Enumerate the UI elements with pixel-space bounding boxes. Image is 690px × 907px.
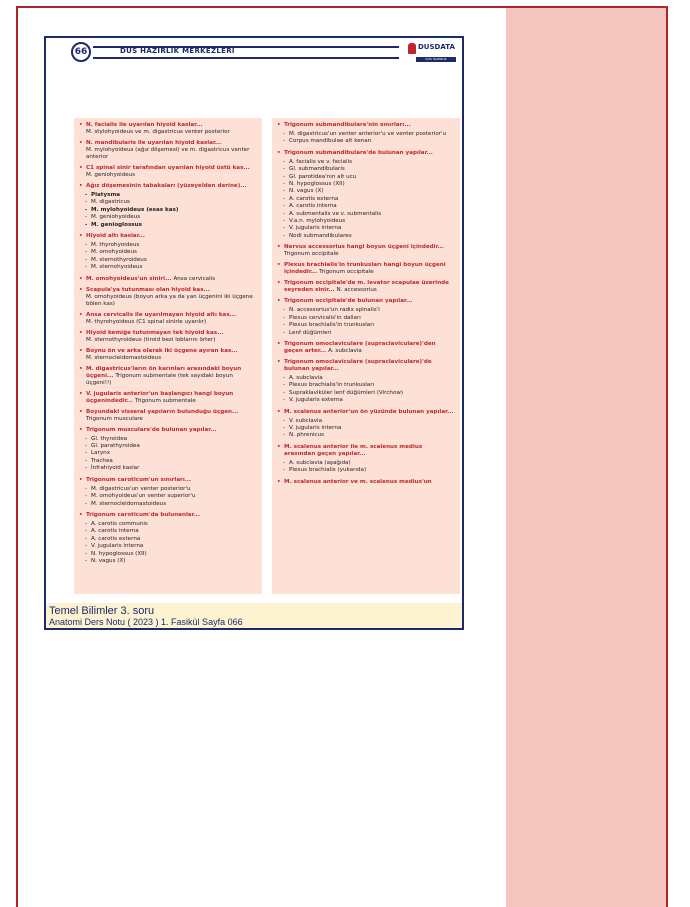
note-answer: M. omohyoideus (boyun arka ya da yan üçgenini iki üçgene bölen kas) (86, 293, 253, 307)
note-answer: M. sternothyroideus (tiroid bezi loblarını örter) (86, 336, 216, 343)
note-list-item: - N. accessorius'un radix spinalis'i (277, 307, 455, 314)
note-item (79, 165, 257, 179)
note-list-item: - N. hypoglossus (XII) (277, 181, 455, 188)
tooth-icon (408, 43, 416, 54)
note-question-text: M. scalenus anterior ve m. scalenus medius'un (284, 478, 432, 485)
note-question (277, 280, 455, 294)
note-list-item: - A. carotis interna (79, 528, 257, 535)
note-question-text: Trigonum caroticum'un sınırları... (86, 476, 192, 483)
note-question-text: M. omohyoideus'un siniri... (86, 275, 172, 282)
note-item (79, 183, 257, 229)
note-list-item: - M. geniohyoideus (79, 214, 257, 221)
caption-question: Temel Bilimler 3. soru (49, 605, 155, 617)
note-list-item: - M. omohyoideus (79, 249, 257, 256)
note-question-text: Plexus brachialis'in trunkusları hangi boyun üçgeni içindedir... (284, 262, 446, 276)
note-answer: M. stylohyoideus ve m. digastricus venter posterior (86, 129, 230, 135)
note-item (277, 150, 455, 240)
note-list-item: - N. vagus (X) (277, 188, 455, 195)
note-question-text: C1 spinal sinir tarafından uyarılan hiyoid üstü kas... (86, 165, 250, 171)
note-answer: Trigonum occipitale (284, 251, 339, 258)
note-inline-answer: Trigonum submentale (135, 397, 196, 404)
note-question (277, 298, 455, 305)
note-list-item: - V.a.n. mylohyoideus (277, 218, 455, 225)
note-question (79, 312, 257, 319)
right-column (272, 118, 460, 594)
note-question (79, 427, 257, 434)
note-question (277, 359, 455, 373)
note-question (277, 409, 455, 416)
note-list-item: - A. carotis externa (277, 196, 455, 203)
note-answer: M. sternocleidomastoideus (86, 354, 162, 361)
note-inline-answer: N. accessorius (336, 287, 377, 294)
note-list-item: - V. jugularis interna (79, 543, 257, 550)
note-inline-answer: Ansa cervicalis (173, 275, 216, 282)
note-item (79, 233, 257, 272)
note-list-item: - A. facialis ve v. facialis (277, 159, 455, 166)
note-question (79, 233, 257, 240)
note-question (79, 183, 257, 190)
note-item (79, 330, 257, 344)
note-list-item: - M. sternocleidomastoideus (79, 501, 257, 508)
note-item (79, 512, 257, 565)
caption-source: Anatomi Ders Notu ( 2023 ) 1. Fasikül Sayfa 066 (49, 617, 243, 627)
note-item (79, 287, 257, 308)
note-question-text: M. scalenus anterior'un ön yüzünde bulunan yapılar... (284, 408, 454, 415)
note-list-item: - M. sternothyroideus (79, 257, 257, 264)
note-list-item: - İnfrahiyoid kaslar (79, 465, 257, 472)
note-item (277, 479, 455, 486)
note-list-item: - N. vagus (X) (79, 558, 257, 565)
note-question (277, 479, 455, 486)
note-question (79, 276, 257, 283)
note-item (79, 312, 257, 326)
note-question-text: Hiyoid altı kaslar... (86, 233, 146, 240)
note-answer: Trigonum musculare (86, 415, 143, 422)
note-item (79, 409, 257, 423)
note-question-text: Ansa cervicalis ile uyarılmayan hiyoid altı kas... (86, 311, 237, 318)
note-item (277, 298, 455, 337)
note-question (277, 262, 455, 276)
note-question-text: Hiyoid kemiğe tutunmayan tek hiyoid kas... (86, 329, 224, 336)
caption-box (46, 603, 462, 628)
note-item (79, 427, 257, 473)
note-answer: M. thyrohyoideus (C1 spinal sinirle uyarılır) (86, 318, 207, 325)
note-question-text: Trigonum submandibulare'nin sınırları... (284, 122, 411, 128)
note-question-text: M. digastricus'ların ön karınları arasındaki boyun üçgeni... (86, 365, 242, 379)
note-item (79, 140, 257, 161)
note-list-item: - Supraklaviküler lenf düğümleri (Virchow) (277, 390, 455, 397)
note-item (79, 276, 257, 283)
note-list-item: - Gl. submandibularis (277, 166, 455, 173)
note-item (277, 244, 455, 258)
note-question (277, 122, 455, 129)
note-question-text: Trigonum submandibulare'de bulunan yapılar... (284, 149, 433, 156)
note-item (79, 391, 257, 405)
note-question-text: Trigonum caroticum'da bulunanlar... (86, 511, 200, 518)
note-list-item: - A. carotis interna (277, 203, 455, 210)
side-panel (506, 8, 666, 907)
document-page (44, 36, 464, 630)
note-question-text: Trigonum omoclaviculare (supraclaviculare)'den geçen arter... (284, 340, 436, 354)
note-item (277, 409, 455, 440)
note-list-item: - M. genioglossus (79, 222, 257, 229)
note-list-item: - A. subclavia (277, 375, 455, 382)
dusdata-logo (408, 41, 456, 65)
logo-subtext: DUS HAZIRLIK MERKEZLERİ (425, 57, 447, 66)
note-list-item: - V. jugularis externa (277, 397, 455, 404)
note-list-item: - A. subclavia (aşağıda) (277, 460, 455, 467)
note-list-item: - M. digastricus'un venter posterior'u (79, 486, 257, 493)
note-question (79, 330, 257, 337)
note-list-item: - Gl. parathyroidea (79, 443, 257, 450)
note-list-item: - M. digastricus'un venter anterior'u ve venter posterior'u (277, 131, 455, 138)
note-question (277, 444, 455, 458)
note-question (79, 512, 257, 519)
note-item (79, 122, 257, 136)
note-item (277, 359, 455, 405)
note-list-item: - Gl. thyroidea (79, 436, 257, 443)
note-list-item: - Gl. parotidea'nın alt ucu (277, 174, 455, 181)
note-question-text: Scapula'ya tutunması olan hiyoid kas... (86, 286, 210, 293)
note-item (277, 262, 455, 276)
logo-subtext-band (416, 57, 456, 66)
note-question-text: M. scalenus anterior ile m. scalenus medius arasından geçen yapılar... (284, 443, 423, 457)
note-question-text: Trigonum musculare'de bulunan yapılar... (86, 426, 217, 433)
note-list-item: - Plexus brachialis'in trunkusları (277, 322, 455, 329)
note-item (277, 341, 455, 355)
note-list-item: - Plexus brachialis'in trunkusları (277, 382, 455, 389)
note-list-item: - V. subclavia (277, 418, 455, 425)
note-question (79, 165, 257, 172)
note-item (79, 366, 257, 387)
note-item (79, 348, 257, 362)
note-question (277, 244, 455, 251)
note-list-item: - V. jugularis interna (277, 425, 455, 432)
note-list-item: - Plexus cervicalis'in dalları (277, 315, 455, 322)
note-question-text: N. mandibularis ile uyarılan hiyoid kaslar... (86, 140, 222, 146)
note-list-item: - Trachea (79, 458, 257, 465)
note-question-text: Trigonum omoclaviculare (supraclaviculare)'de bulunan yapılar... (284, 358, 432, 372)
note-question (79, 140, 257, 147)
note-question (79, 366, 257, 387)
note-list-item: - Lenf düğümleri (277, 330, 455, 337)
note-list-item: - V. jugularis interna (277, 225, 455, 232)
note-question (79, 409, 257, 416)
note-list-item: - N. hypoglossus (XII) (79, 551, 257, 558)
note-list-item: - A. submentalis ve v. submentalis (277, 211, 455, 218)
note-answer: M. geniohyoideus (86, 172, 136, 178)
note-list-item: - N. phrenicus (277, 432, 455, 439)
note-list-item: - Corpus mandibulae alt kenarı (277, 138, 455, 145)
note-inline-answer: Trigonum submentale (tek sayıdaki boyun üçgeni!!) (86, 372, 233, 386)
note-item (277, 122, 455, 146)
note-question-text: N. facialis ile uyarılan hiyoid kaslar... (86, 122, 203, 128)
left-column (74, 118, 262, 594)
note-question (79, 391, 257, 405)
note-item (79, 477, 257, 508)
note-question-text: Ağız döşemesinin tabakaları (yüzeyelden derine)... (86, 183, 247, 189)
note-question-text: Boynu ön ve arka olarak iki üçgene ayıran kas... (86, 347, 238, 354)
note-question (79, 287, 257, 294)
note-list-item: - M. digastricus (79, 199, 257, 206)
note-list-item: - Nodi submandibulares (277, 233, 455, 240)
note-question (79, 348, 257, 355)
note-list-item: - M. omohyoideus'un venter superior'u (79, 493, 257, 500)
note-item (277, 444, 455, 475)
note-question (277, 341, 455, 355)
page-header (46, 38, 462, 68)
note-question-text: Trigonum occipitale'de m. levator scapulae üzerinde seyreden sinir... (284, 280, 449, 294)
note-question (277, 150, 455, 157)
note-inline-answer: Trigonum occipitale (319, 269, 374, 276)
note-list-item: - Platysma (79, 192, 257, 199)
header-title: DUS HAZIRLIK MERKEZLERİ (120, 47, 235, 55)
note-question-text: Trigonum occipitale'de bulunan yapılar... (284, 298, 413, 305)
note-list-item: - M. sternohyoideus (79, 264, 257, 271)
note-item (277, 280, 455, 294)
note-list-item: - Plexus brachialis (yukarıda) (277, 467, 455, 474)
logo-text: DUSDATA (418, 43, 455, 51)
note-question (79, 477, 257, 484)
note-answer: M. mylohyoideus (ağız döşemesi) ve m. digastricus venter anterior (86, 147, 250, 160)
note-list-item: - A. carotis externa (79, 536, 257, 543)
note-question-text: Nervus accessorius hangi boyun üçgeni içindedir... (284, 244, 444, 251)
page-number: 66 (71, 42, 91, 62)
note-list-item: - M. thyrohyoideus (79, 242, 257, 249)
note-list-item: - Larynx (79, 450, 257, 457)
note-list-item: - M. mylohyoideus (esas kas) (79, 207, 257, 214)
note-list-item: - A. carotis communis (79, 521, 257, 528)
note-question (79, 122, 257, 129)
note-question-text: Boyundaki visseral yapıların bulunduğu üçgen... (86, 408, 239, 415)
note-question-text: V. jugularis anterior'un başlangıcı hangi boyun üçgenindedir... (86, 390, 234, 404)
note-inline-answer: A. subclavia (328, 347, 362, 354)
